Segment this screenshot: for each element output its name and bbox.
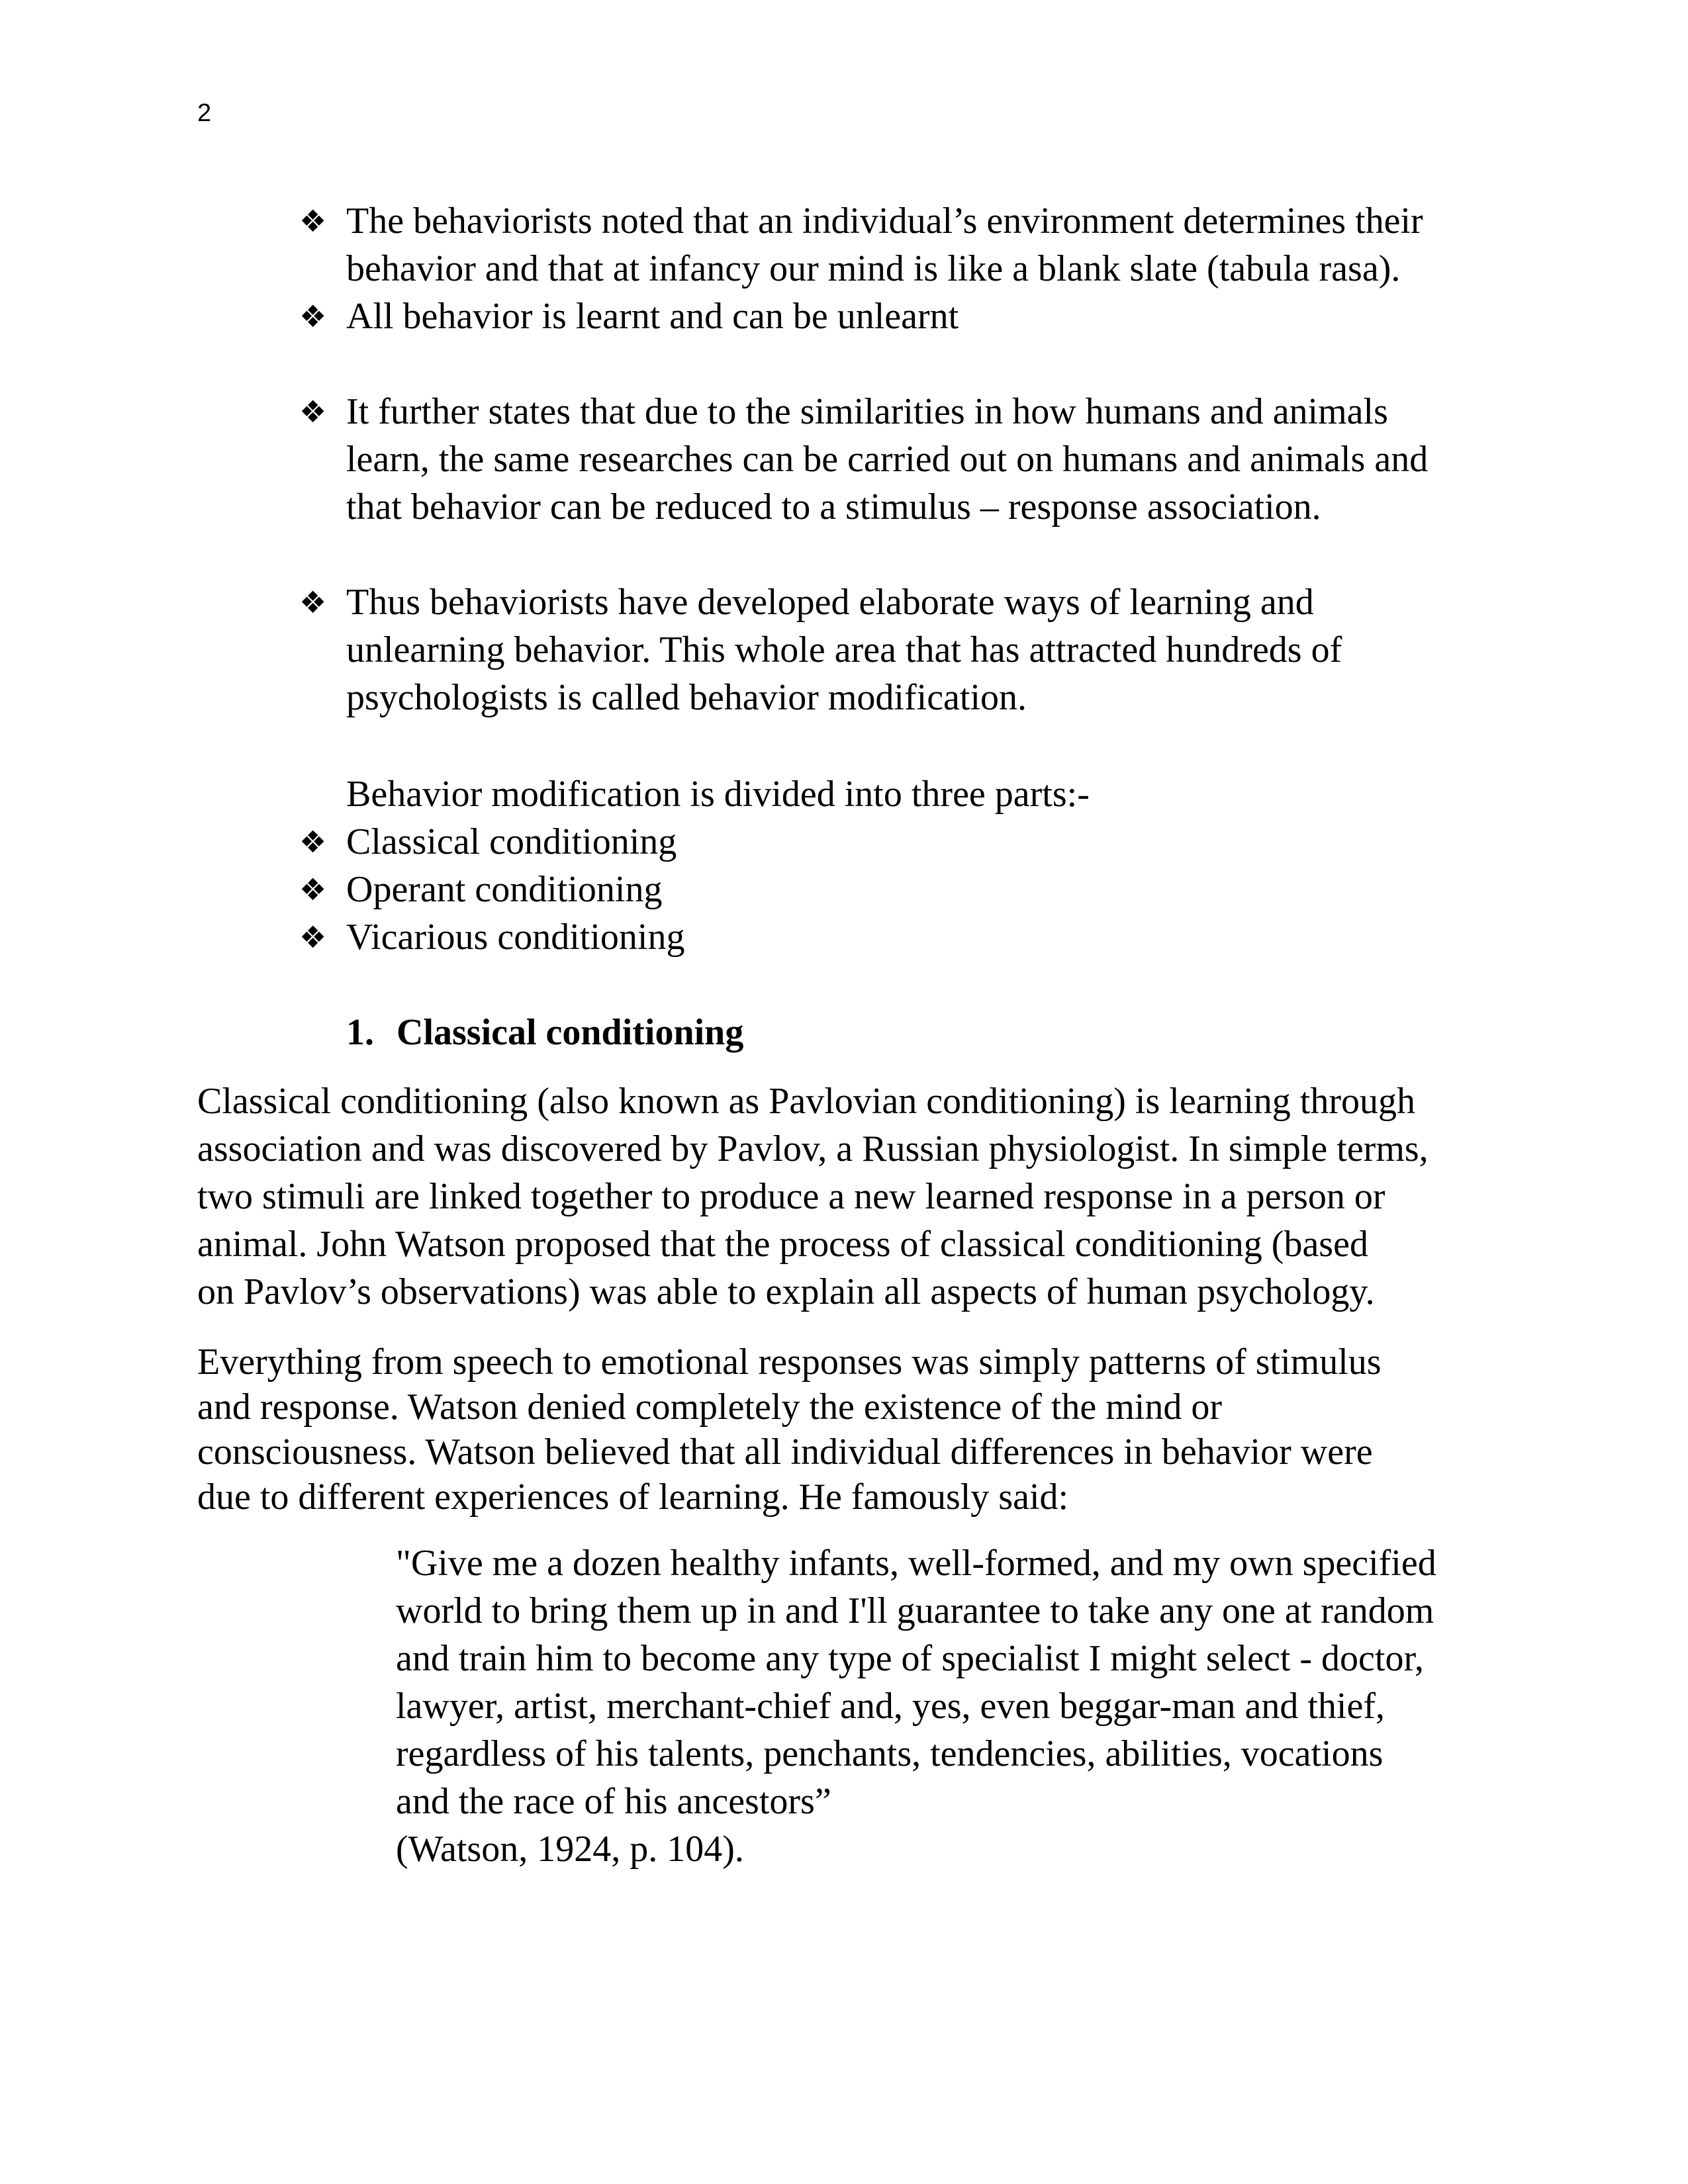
bullet-text-line: unlearning behavior. This whole area that has attracted hundreds of	[346, 629, 1342, 670]
modification-part: Operant conditioning	[346, 869, 663, 910]
modification-intro: Behavior modification is divided into three parts:-	[346, 774, 1090, 815]
bullet-diamond-icon: ❖	[299, 919, 327, 955]
bullet-diamond-icon: ❖	[299, 824, 327, 860]
modification-part: Classical conditioning	[346, 821, 677, 862]
page-number: 2	[197, 99, 212, 127]
bullet-diamond-icon: ❖	[299, 203, 327, 239]
section-heading	[346, 1009, 743, 1056]
bullet-text-line: learn, the same researches can be carried out on humans and animals and	[346, 439, 1429, 480]
quote-line: and train him to become any type of specialist I might select - doctor,	[396, 1638, 1424, 1679]
section-title: Classical conditioning	[397, 1012, 744, 1053]
paragraph-line: due to different experiences of learning. He famously said:	[197, 1477, 1069, 1518]
bullet-text-line: that behavior can be reduced to a stimulus – response association.	[346, 486, 1321, 527]
bullet-diamond-icon: ❖	[299, 872, 327, 907]
bullet-text-line: It further states that due to the similarities in how humans and animals	[346, 391, 1388, 432]
quote-citation: (Watson, 1924, p. 104).	[396, 1829, 744, 1870]
bullet-diamond-icon: ❖	[299, 394, 327, 430]
bullet-diamond-icon: ❖	[299, 298, 327, 334]
quote-line: lawyer, artist, merchant-chief and, yes, even beggar-man and thief,	[396, 1686, 1385, 1727]
paragraph-line: association and was discovered by Pavlov, a Russian physiologist. In simple terms,	[197, 1128, 1429, 1169]
quote-line: and the race of his ancestors”	[396, 1781, 831, 1822]
quote-line: world to bring them up in and I'll guarantee to take any one at random	[396, 1590, 1434, 1631]
bullet-diamond-icon: ❖	[299, 584, 327, 620]
section-number: 1.	[346, 1012, 374, 1053]
bullet-text-line: The behaviorists noted that an individual’s environment determines their	[346, 201, 1423, 242]
bullet-text-line: Thus behaviorists have developed elaborate ways of learning and	[346, 582, 1314, 623]
paragraph-line: two stimuli are linked together to produce a new learned response in a person or	[197, 1176, 1385, 1217]
bullet-text-line: behavior and that at infancy our mind is like a blank slate (tabula rasa).	[346, 248, 1401, 289]
quote-line: "Give me a dozen healthy infants, well-formed, and my own specified	[396, 1543, 1436, 1584]
paragraph-line: consciousness. Watson believed that all individual differences in behavior were	[197, 1432, 1373, 1473]
quote-line: regardless of his talents, penchants, tendencies, abilities, vocations	[396, 1733, 1383, 1774]
bullet-text-line: All behavior is learnt and can be unlearnt	[346, 296, 959, 337]
paragraph-line: animal. John Watson proposed that the process of classical conditioning (based	[197, 1224, 1368, 1265]
paragraph-line: on Pavlov’s observations) was able to explain all aspects of human psychology.	[197, 1271, 1375, 1312]
paragraph-line: and response. Watson denied completely the existence of the mind or	[197, 1387, 1223, 1428]
paragraph-line: Everything from speech to emotional responses was simply patterns of stimulus	[197, 1342, 1382, 1383]
paragraph-line: Classical conditioning (also known as Pavlovian conditioning) is learning through	[197, 1081, 1415, 1122]
bullet-text-line: psychologists is called behavior modification.	[346, 677, 1027, 718]
modification-part: Vicarious conditioning	[346, 917, 685, 958]
